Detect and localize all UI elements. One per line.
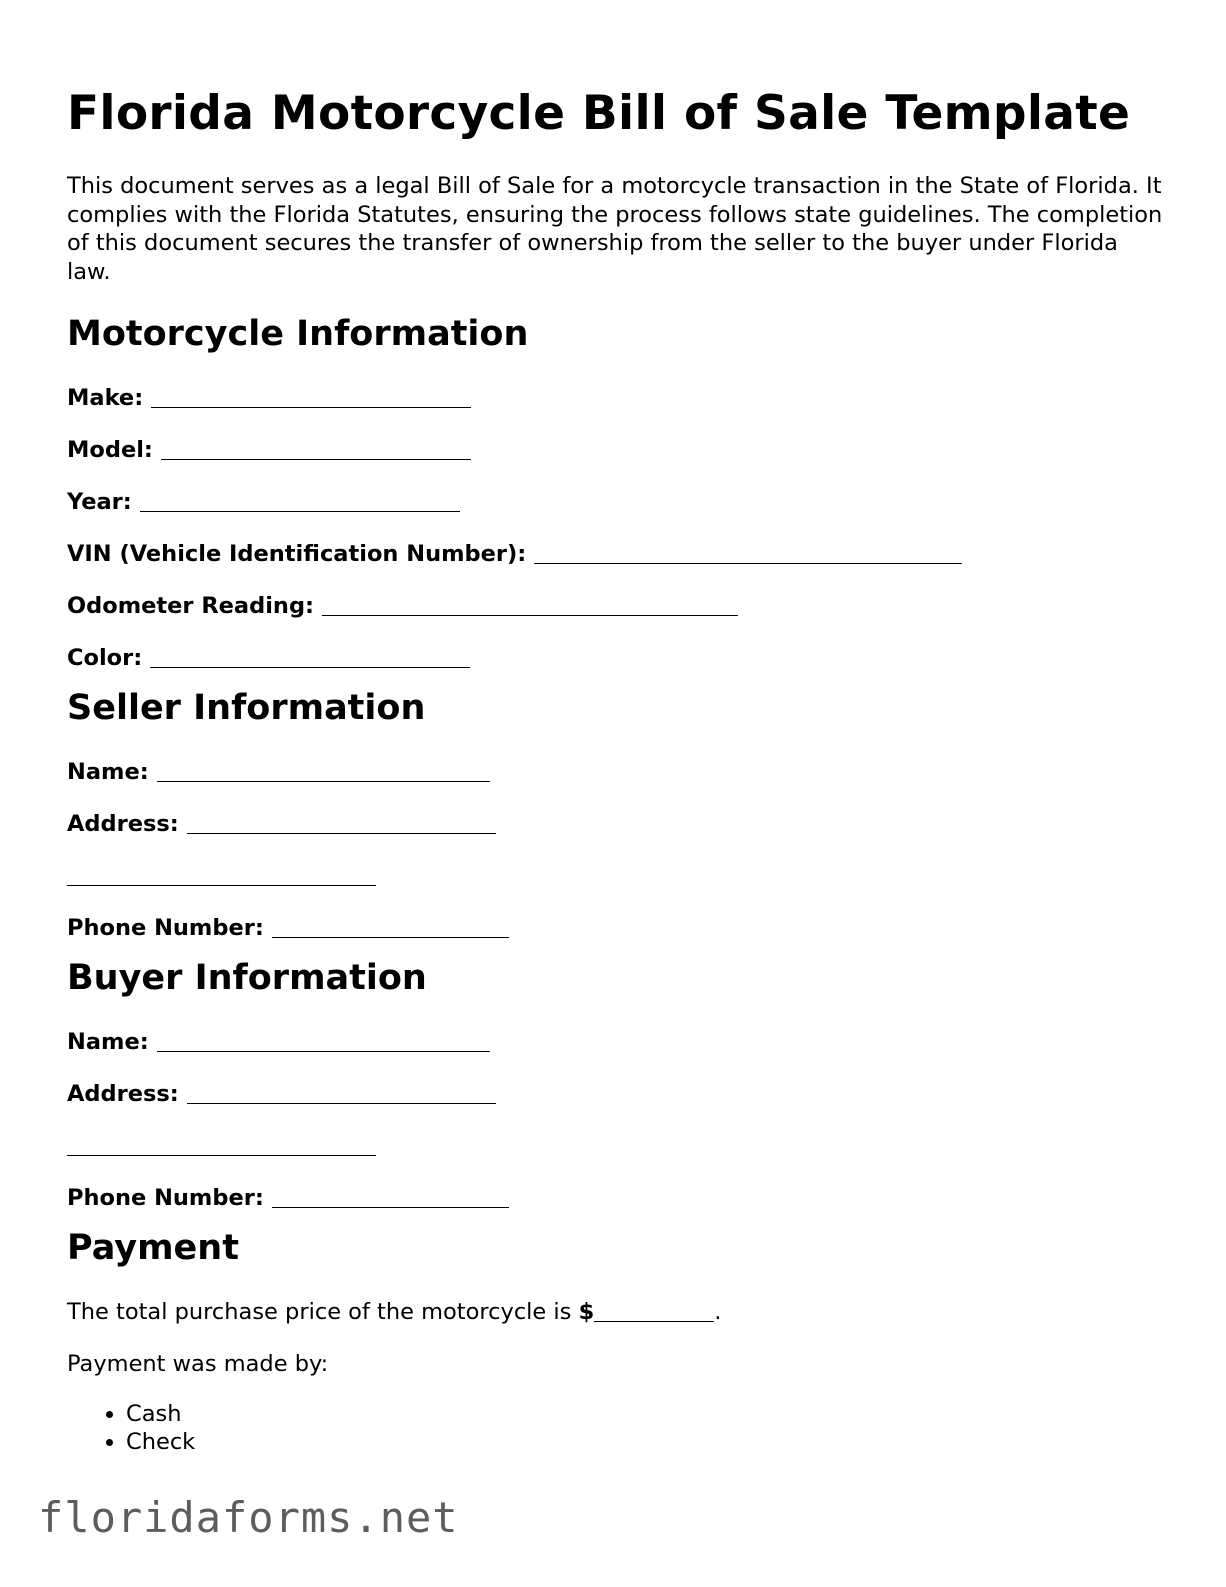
payment-method-list [67,1400,1167,1456]
seller-address-label: Address: [67,811,179,837]
year-blank[interactable] [140,489,460,512]
color-label: Color: [67,645,143,671]
vin-label: VIN (Vehicle Identification Number): [67,541,527,567]
seller-info-heading: Seller Information [67,688,426,728]
color-blank[interactable] [150,645,470,668]
seller-address-blank[interactable] [187,811,496,834]
price-text: The total purchase price of the motorcycle is [67,1299,579,1325]
model-field [67,436,1167,464]
seller-address-line2-field [67,862,1167,890]
year-field [67,488,1167,516]
motorcycle-info-heading: Motorcycle Information [67,314,529,354]
price-paragraph [67,1298,1167,1326]
model-blank[interactable] [161,437,471,460]
year-label: Year: [67,489,132,515]
buyer-address-label: Address: [67,1081,179,1107]
payment-method-text: Payment was made by: [67,1351,329,1377]
page-title: Florida Motorcycle Bill of Sale Template [67,86,1131,141]
seller-address-line2-blank[interactable] [67,863,376,886]
seller-phone-label: Phone Number: [67,915,264,941]
vin-field [67,540,1167,568]
model-label: Model: [67,437,153,463]
seller-phone-field [67,914,1167,942]
buyer-phone-label: Phone Number: [67,1185,264,1211]
buyer-address-line2-blank[interactable] [67,1133,376,1156]
seller-name-blank[interactable] [157,759,490,782]
buyer-name-blank[interactable] [157,1029,490,1052]
color-field [67,644,1167,672]
buyer-phone-blank[interactable] [272,1185,509,1208]
price-blank[interactable] [594,1299,714,1322]
make-field [67,384,1167,412]
buyer-name-label: Name: [67,1029,149,1055]
seller-phone-blank[interactable] [272,915,509,938]
buyer-phone-field [67,1184,1167,1212]
list-item: • Check [126,1428,1167,1456]
buyer-address-blank[interactable] [187,1081,496,1104]
intro-paragraph: This document serves as a legal Bill of Sale for a motorcycle transaction in the State of Florida. It complies with the Florida Statutes, ensuring the process follows state guidelines. The completion of this document secures the transfer of ownership from the seller to the buyer under Florida law. [67,173,1163,285]
make-blank[interactable] [151,385,471,408]
odometer-field [67,592,1167,620]
buyer-address-field [67,1080,1167,1108]
odometer-label: Odometer Reading: [67,593,315,619]
list-item: • Cash [126,1400,1167,1428]
price-end: . [714,1299,722,1325]
vin-blank[interactable] [534,541,962,564]
seller-name-label: Name: [67,759,149,785]
buyer-address-line2-field [67,1132,1167,1160]
seller-address-field [67,810,1167,838]
currency-symbol: $ [578,1299,595,1325]
document-page [67,78,1167,1456]
buyer-info-heading: Buyer Information [67,958,427,998]
odometer-blank[interactable] [322,593,738,616]
watermark: floridaforms.net [38,1493,459,1542]
buyer-name-field [67,1028,1167,1056]
seller-name-field [67,758,1167,786]
make-label: Make: [67,385,144,411]
payment-heading: Payment [67,1228,239,1268]
